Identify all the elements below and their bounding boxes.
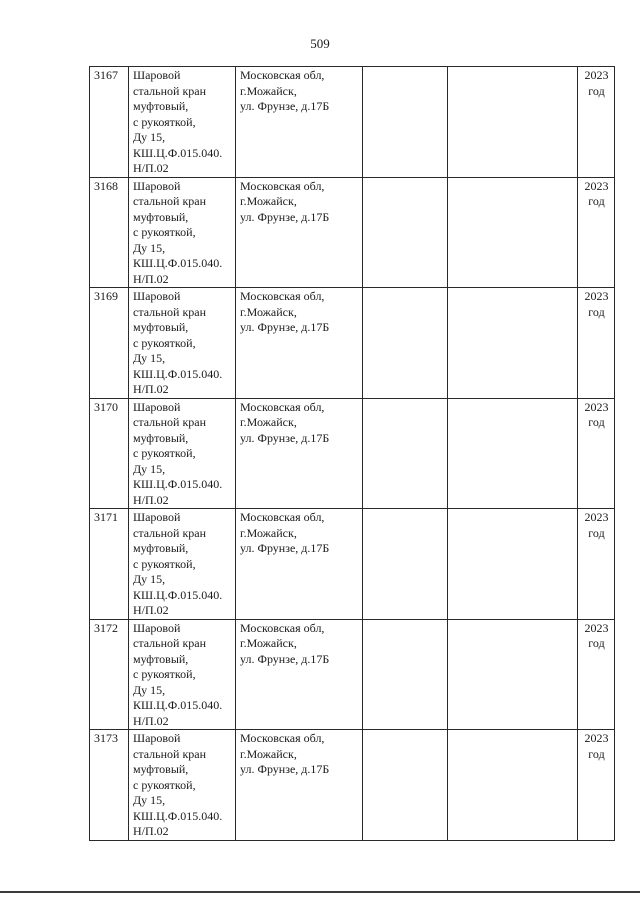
table-row xyxy=(90,288,615,399)
cell-line: КШ.Ц.Ф.015.040. xyxy=(133,698,223,712)
cell-line: муфтовый, xyxy=(133,320,189,334)
row-number-cell: 3172 xyxy=(90,619,129,730)
cell-line: Московская обл, xyxy=(240,731,325,745)
year-cell xyxy=(578,509,615,620)
cell-line: год xyxy=(588,83,605,98)
empty-cell-col4 xyxy=(363,288,448,399)
address-cell xyxy=(236,398,363,509)
cell-line: Московская обл, xyxy=(240,399,325,414)
cell-line: Шаровой xyxy=(133,178,181,193)
cell-line: год xyxy=(588,304,605,319)
empty-cell-col5 xyxy=(448,288,578,399)
cell-line: КШ.Ц.Ф.015.040. xyxy=(133,587,223,602)
cell-line: г.Можайск, xyxy=(240,304,297,319)
cell-line: 2023 xyxy=(584,68,609,82)
cell-line: Московская обл, xyxy=(240,68,325,82)
table-row xyxy=(90,509,615,620)
cell-line: г.Можайск, xyxy=(240,746,297,761)
cell-line: ул. Фрунзе, д.17Б xyxy=(240,541,330,555)
cell-line: ул. Фрунзе, д.17Б xyxy=(240,320,330,334)
cell-line: г.Можайск, xyxy=(240,636,297,650)
cell-line: год xyxy=(588,525,605,540)
cell-line: Шаровой xyxy=(133,399,181,414)
cell-line: Ду 15, xyxy=(133,793,166,807)
cell-line: год xyxy=(588,746,605,761)
cell-line: г.Можайск, xyxy=(240,83,297,98)
cell-line: ул. Фрунзе, д.17Б xyxy=(240,651,330,666)
row-number-cell: 3170 xyxy=(90,398,129,509)
empty-cell-col5 xyxy=(448,67,578,178)
cell-line: муфтовый, xyxy=(133,651,189,666)
row-number-cell: 3171 xyxy=(90,509,129,620)
cell-line: Ду 15, xyxy=(133,351,166,365)
cell-line: муфтовый, xyxy=(133,209,189,224)
inventory-table xyxy=(89,66,615,841)
cell-line: Н/П.02 xyxy=(133,382,169,396)
empty-cell-col5 xyxy=(448,730,578,841)
cell-line: год xyxy=(588,194,605,208)
cell-line: стальной кран xyxy=(133,194,207,208)
table-row xyxy=(90,398,615,509)
cell-line: Ду 15, xyxy=(133,130,166,144)
cell-line: Шаровой xyxy=(133,68,181,82)
empty-cell-col4 xyxy=(363,730,448,841)
address-cell xyxy=(236,509,363,620)
cell-line: год xyxy=(588,636,605,650)
cell-line: Ду 15, xyxy=(133,682,166,697)
cell-line: с рукояткой, xyxy=(133,667,196,681)
cell-line: стальной кран xyxy=(133,415,207,429)
empty-cell-col4 xyxy=(363,177,448,288)
cell-line: ул. Фрунзе, д.17Б xyxy=(240,209,330,224)
cell-line: год xyxy=(588,415,605,429)
empty-cell-col5 xyxy=(448,619,578,730)
empty-cell-col4 xyxy=(363,509,448,620)
cell-line: КШ.Ц.Ф.015.040. xyxy=(133,256,223,270)
cell-line: ул. Фрунзе, д.17Б xyxy=(240,762,330,776)
cell-line: Ду 15, xyxy=(133,461,166,476)
cell-line: ул. Фрунзе, д.17Б xyxy=(240,99,330,113)
empty-cell-col4 xyxy=(363,398,448,509)
empty-cell-col5 xyxy=(448,509,578,620)
table-row xyxy=(90,619,615,730)
empty-cell-col4 xyxy=(363,619,448,730)
row-number-cell: 3167 xyxy=(90,67,129,178)
cell-line: Шаровой xyxy=(133,620,181,635)
cell-line: стальной кран xyxy=(133,525,207,540)
cell-line: г.Можайск, xyxy=(240,415,297,429)
cell-line: г.Можайск, xyxy=(240,525,297,540)
inventory-table-body xyxy=(90,67,615,841)
empty-cell-col5 xyxy=(448,398,578,509)
cell-line: Шаровой xyxy=(133,731,181,745)
cell-line: Н/П.02 xyxy=(133,713,169,728)
address-cell xyxy=(236,67,363,178)
year-cell xyxy=(578,730,615,841)
cell-line: муфтовый, xyxy=(133,99,189,113)
cell-line: Московская обл, xyxy=(240,289,325,303)
empty-cell-col5 xyxy=(448,177,578,288)
cell-line: с рукояткой, xyxy=(133,335,196,350)
cell-line: Московская обл, xyxy=(240,510,325,524)
cell-line: 2023 xyxy=(584,620,609,635)
cell-line: с рукояткой, xyxy=(133,777,196,792)
cell-line: муфтовый, xyxy=(133,541,189,555)
row-number-cell: 3168 xyxy=(90,177,129,288)
cell-line: стальной кран xyxy=(133,83,207,98)
item-name-cell xyxy=(129,509,236,620)
year-cell xyxy=(578,67,615,178)
cell-line: 2023 xyxy=(584,399,609,414)
row-number-cell: 3173 xyxy=(90,730,129,841)
row-number-cell: 3169 xyxy=(90,288,129,399)
cell-line: стальной кран xyxy=(133,746,207,761)
cell-line: с рукояткой, xyxy=(133,446,196,460)
year-cell xyxy=(578,177,615,288)
page-number: 509 xyxy=(310,36,330,51)
cell-line: 2023 xyxy=(584,510,609,524)
cell-line: КШ.Ц.Ф.015.040. xyxy=(133,477,223,491)
address-cell xyxy=(236,619,363,730)
table-row xyxy=(90,67,615,178)
cell-line: с рукояткой, xyxy=(133,225,196,239)
cell-line: Шаровой xyxy=(133,289,181,303)
cell-line: с рукояткой, xyxy=(133,556,196,571)
cell-line: муфтовый, xyxy=(133,430,189,445)
cell-line: КШ.Ц.Ф.015.040. xyxy=(133,366,223,381)
cell-line: Н/П.02 xyxy=(133,824,169,838)
item-name-cell xyxy=(129,398,236,509)
table-row xyxy=(90,177,615,288)
item-name-cell xyxy=(129,730,236,841)
year-cell xyxy=(578,619,615,730)
item-name-cell xyxy=(129,177,236,288)
cell-line: Н/П.02 xyxy=(133,161,169,175)
cell-line: Ду 15, xyxy=(133,240,166,255)
cell-line: г.Можайск, xyxy=(240,194,297,208)
cell-line: Московская обл, xyxy=(240,620,325,635)
cell-line: с рукояткой, xyxy=(133,114,196,129)
cell-line: ул. Фрунзе, д.17Б xyxy=(240,430,330,445)
item-name-cell xyxy=(129,67,236,178)
cell-line: 2023 xyxy=(584,178,609,193)
cell-line: Шаровой xyxy=(133,510,181,524)
address-cell xyxy=(236,177,363,288)
item-name-cell xyxy=(129,619,236,730)
cell-line: Н/П.02 xyxy=(133,603,169,617)
cell-line: муфтовый, xyxy=(133,762,189,776)
cell-line: Московская обл, xyxy=(240,178,325,193)
item-name-cell xyxy=(129,288,236,399)
cell-line: стальной кран xyxy=(133,636,207,650)
year-cell xyxy=(578,398,615,509)
cell-line: 2023 xyxy=(584,731,609,745)
cell-line: 2023 xyxy=(584,289,609,303)
cell-line: КШ.Ц.Ф.015.040. xyxy=(133,808,223,823)
year-cell xyxy=(578,288,615,399)
cell-line: стальной кран xyxy=(133,304,207,319)
scan-bottom-edge xyxy=(0,891,640,893)
address-cell xyxy=(236,730,363,841)
empty-cell-col4 xyxy=(363,67,448,178)
cell-line: КШ.Ц.Ф.015.040. xyxy=(133,145,223,160)
table-row xyxy=(90,730,615,841)
cell-line: Ду 15, xyxy=(133,572,166,586)
address-cell xyxy=(236,288,363,399)
cell-line: Н/П.02 xyxy=(133,271,169,286)
cell-line: Н/П.02 xyxy=(133,492,169,507)
